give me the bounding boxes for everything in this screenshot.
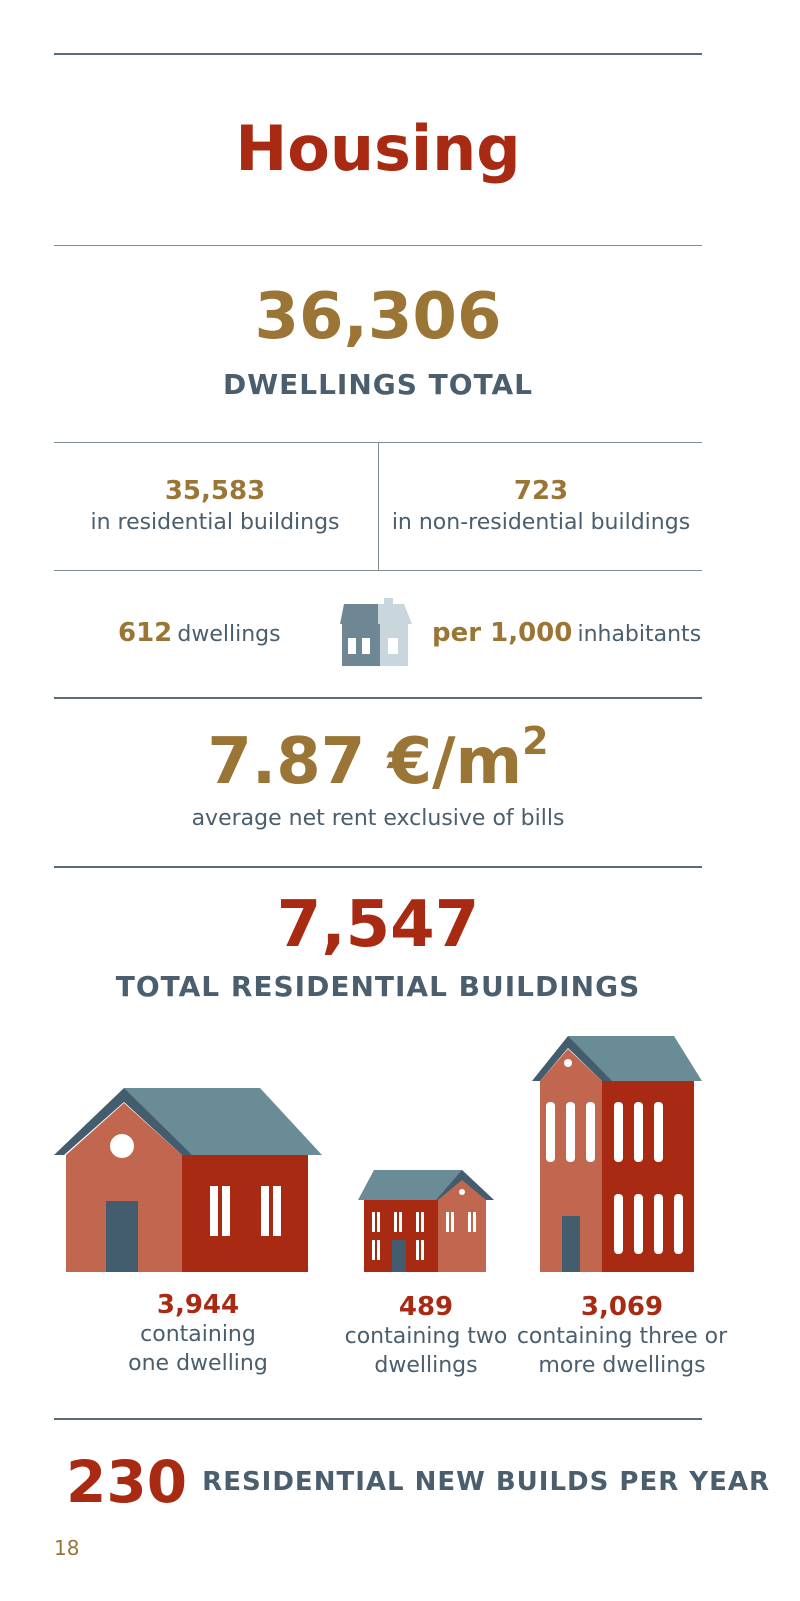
page-title: Housing: [235, 112, 521, 185]
newbuilds-value: 230: [66, 1448, 188, 1516]
divider: [54, 570, 702, 571]
dwellings-total-value: 36,306: [254, 280, 502, 354]
column-divider: [378, 442, 379, 570]
per-capita-unit: per 1,000: [432, 618, 573, 648]
apartment-building-icon: [532, 1036, 702, 1272]
dwellings-total-label: DWELLINGS TOTAL: [222, 368, 534, 401]
per-capita-unit-label: inhabitants: [577, 622, 702, 647]
two-dwellings-label-1: containing two: [344, 1324, 508, 1349]
divider: [54, 1418, 702, 1420]
two-dwellings-label-2: dwellings: [374, 1353, 478, 1378]
divider: [54, 697, 702, 699]
per-capita-value: 612: [118, 618, 173, 648]
one-dwelling-label-1: containing: [140, 1322, 256, 1347]
single-family-house-icon: [54, 1088, 322, 1272]
per-capita-right: [432, 618, 712, 648]
per-capita-label: dwellings: [177, 622, 281, 647]
nonresidential-dwellings-label: in non-residential buildings: [391, 510, 691, 535]
top-rule: [54, 53, 702, 55]
rent-value-wrap: [0, 719, 756, 799]
rent-label: average net rent exclusive of bills: [191, 806, 565, 831]
two-family-house-icon: [358, 1170, 494, 1272]
buildings-total-value: 7,547: [276, 888, 480, 962]
three-dwellings-label-1: containing three or: [516, 1324, 728, 1349]
two-dwellings-value: 489: [398, 1292, 454, 1322]
three-dwellings-label-2: more dwellings: [538, 1353, 706, 1378]
newbuilds-label: RESIDENTIAL NEW BUILDS PER YEAR: [202, 1467, 771, 1497]
nonresidential-dwellings-value: 723: [513, 476, 569, 506]
rent-value: 7.87 €/m: [207, 725, 523, 799]
page-number: 18: [54, 1536, 80, 1560]
rent-superscript: 2: [522, 719, 549, 763]
one-dwelling-value: 3,944: [156, 1290, 240, 1320]
divider: [54, 866, 702, 868]
three-dwellings-value: 3,069: [580, 1292, 664, 1322]
divider: [54, 245, 702, 246]
residential-dwellings-value: 35,583: [164, 476, 266, 506]
buildings-total-label: TOTAL RESIDENTIAL BUILDINGS: [115, 970, 641, 1003]
house-icon: [340, 598, 412, 668]
one-dwelling-label-2: one dwelling: [128, 1351, 268, 1376]
newbuilds-row: [66, 1448, 771, 1516]
per-capita-left: [118, 618, 288, 648]
residential-dwellings-label: in residential buildings: [90, 510, 340, 535]
